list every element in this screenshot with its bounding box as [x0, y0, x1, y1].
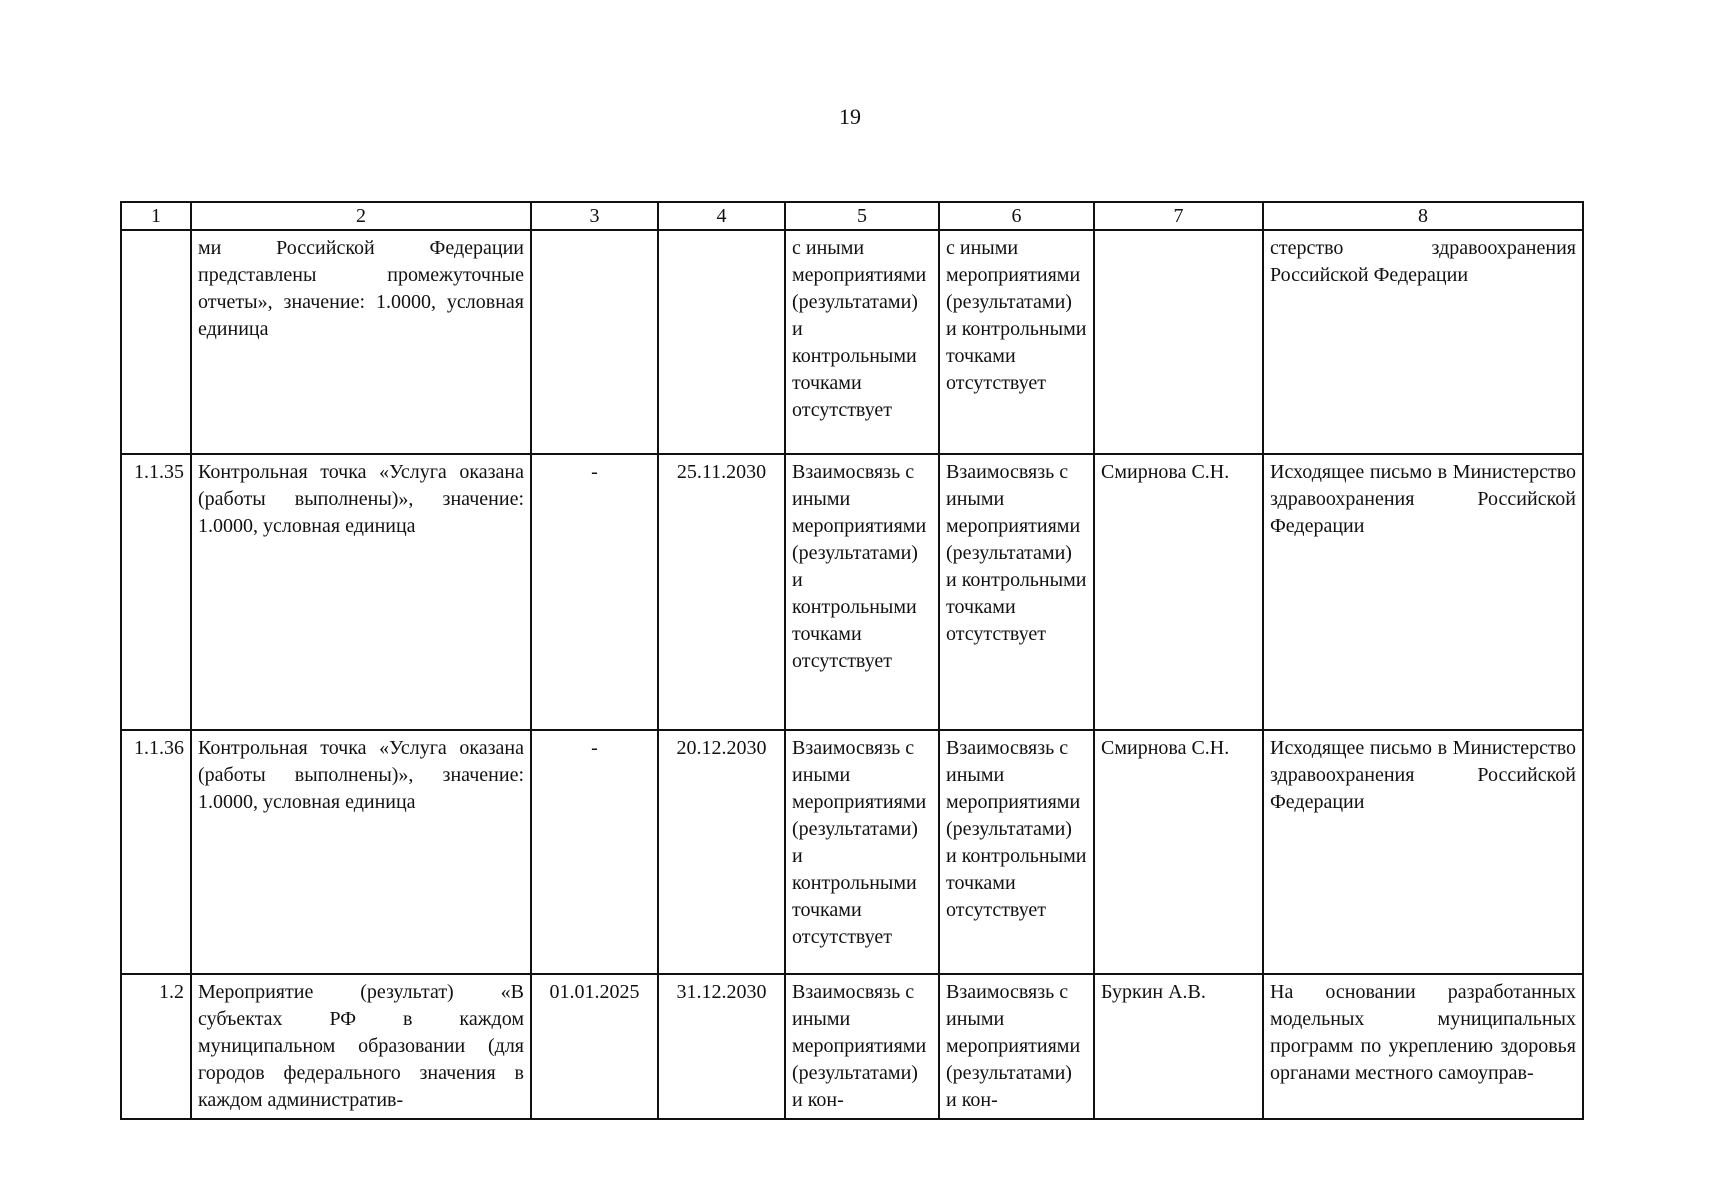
item-name: Мероприятие (результат) «В субъектах РФ в каждом муниципальном образовании (для городов федерального значения в каждом административ-	[191, 974, 531, 1119]
document-type: стерство здравоохранения Российской Федерации	[1263, 230, 1583, 454]
column-header: 5	[785, 202, 939, 230]
start-date: -	[531, 454, 658, 730]
responsible: Буркин А.В.	[1094, 974, 1263, 1119]
link-next: с иными мероприятиями (результатами) и контрольными точками отсутствует	[939, 230, 1094, 454]
column-header: 4	[658, 202, 785, 230]
link-next: Взаимосвязь с иными мероприятиями (результатами) и контрольными точками отсутствует	[939, 454, 1094, 730]
column-header: 6	[939, 202, 1094, 230]
link-previous: Взаимосвязь с иными мероприятиями (результатами) и кон-	[785, 974, 939, 1119]
column-header: 1	[121, 202, 191, 230]
link-next: Взаимосвязь с иными мероприятиями (результатами) и кон-	[939, 974, 1094, 1119]
link-previous: Взаимосвязь с иными мероприятиями (результатами) и контрольными точками отсутствует	[785, 454, 939, 730]
end-date: 25.11.2030	[658, 454, 785, 730]
responsible: Смирнова С.Н.	[1094, 454, 1263, 730]
link-previous: Взаимосвязь с иными мероприятиями (результатами) и контрольными точками отсутствует	[785, 730, 939, 974]
start-date	[531, 230, 658, 454]
row-number: 1.1.35	[121, 454, 191, 730]
responsible	[1094, 230, 1263, 454]
column-header: 3	[531, 202, 658, 230]
table-row	[121, 730, 1583, 974]
header-row	[121, 202, 1583, 230]
item-name: Контрольная точка «Услуга оказана (работы выполнены)», значение: 1.0000, условная единица	[191, 454, 531, 730]
item-name: Контрольная точка «Услуга оказана (работы выполнены)», значение: 1.0000, условная единица	[191, 730, 531, 974]
start-date: -	[531, 730, 658, 974]
row-number: 1.2	[121, 974, 191, 1119]
column-header: 7	[1094, 202, 1263, 230]
link-previous: с иными мероприятиями (результатами) и контрольными точками отсутствует	[785, 230, 939, 454]
responsible: Смирнова С.Н.	[1094, 730, 1263, 974]
page-number: 19	[839, 104, 861, 129]
table-row	[121, 974, 1583, 1119]
column-header: 2	[191, 202, 531, 230]
row-number: 1.1.36	[121, 730, 191, 974]
table-row	[121, 454, 1583, 730]
column-header: 8	[1263, 202, 1583, 230]
item-name: ми Российской Федерации представлены промежуточные отчеты», значение: 1.0000, условная единица	[191, 230, 531, 454]
link-next: Взаимосвязь с иными мероприятиями (результатами) и контрольными точками отсутствует	[939, 730, 1094, 974]
document-type: Исходящее письмо в Министерство здравоохранения Российской Федерации	[1263, 454, 1583, 730]
document-type: На основании разработанных модельных муниципальных программ по укреплению здоровья органами местного самоуправ-	[1263, 974, 1583, 1119]
end-date: 20.12.2030	[658, 730, 785, 974]
row-number	[121, 230, 191, 454]
plan-table	[120, 201, 1584, 1120]
start-date: 01.01.2025	[531, 974, 658, 1119]
end-date	[658, 230, 785, 454]
end-date: 31.12.2030	[658, 974, 785, 1119]
table-row	[121, 230, 1583, 454]
document-type: Исходящее письмо в Министерство здравоохранения Российской Федерации	[1263, 730, 1583, 974]
